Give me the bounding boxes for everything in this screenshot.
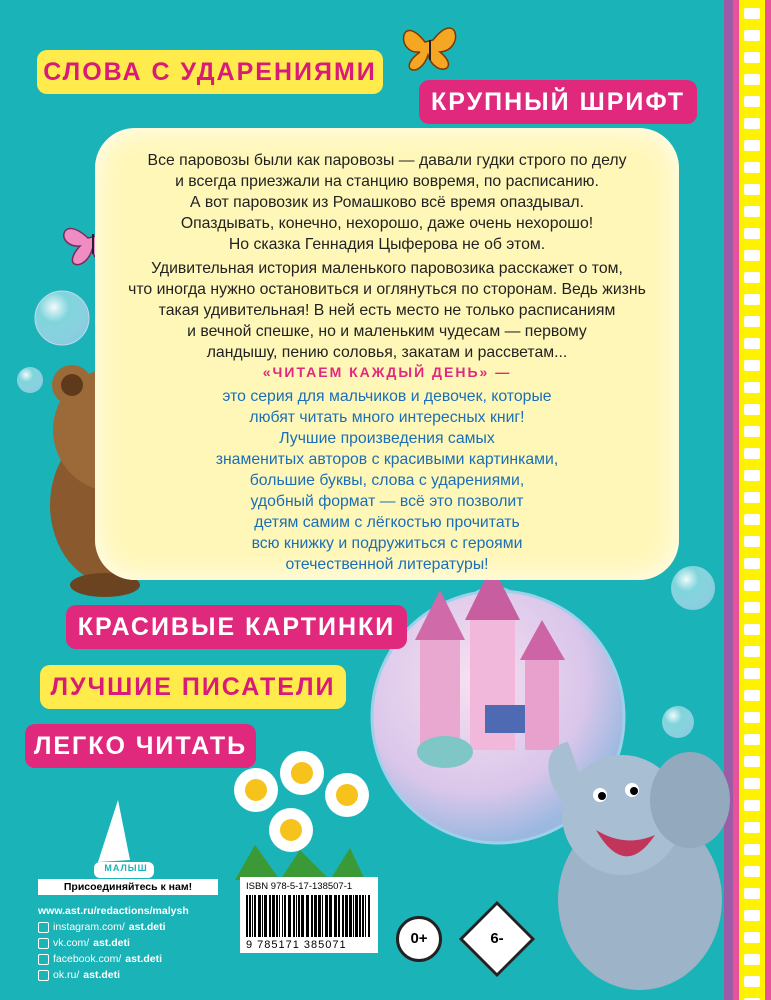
barcode-bar <box>276 895 278 937</box>
barcode-bar <box>338 895 340 937</box>
barcode-bar <box>355 895 358 937</box>
badge-krasivye-kartinki: КРАСИВЫЕ КАРТИНКИ <box>66 605 407 649</box>
badge-luchshie-pisateli: ЛУЧШИЕ ПИСАТЕЛИ <box>40 665 346 709</box>
barcode-bar <box>296 895 297 937</box>
barcode-bar <box>249 895 251 937</box>
barcode-bars <box>246 895 372 937</box>
social-link-facebook[interactable]: facebook.com/ ast.deti <box>38 953 222 965</box>
barcode-bar <box>264 895 267 937</box>
barcode-bar <box>269 895 271 937</box>
series-line: всю книжку и подружиться с героями <box>251 535 523 552</box>
barcode-bar <box>258 895 261 937</box>
publisher-site-link[interactable]: www.ast.ru/redactions/malysh <box>38 905 189 917</box>
para1-line: и всегда приезжали на станцию вовремя, по расписанию. <box>175 173 599 190</box>
ok-icon <box>38 970 49 981</box>
barcode-bar <box>284 895 286 937</box>
barcode-bar <box>353 895 354 937</box>
barcode-bar <box>262 895 263 937</box>
barcode-bar <box>254 895 256 937</box>
para1-line: Все паровозы были как паровозы — давали гудки строго по делу <box>147 152 627 169</box>
barcode-bar <box>342 895 344 937</box>
description-panel <box>95 128 679 580</box>
barcode-bar <box>359 895 361 937</box>
social-link-ok[interactable]: ok.ru/ ast.deti <box>38 969 222 981</box>
isbn-barcode <box>240 877 378 953</box>
barcode-bar <box>293 895 295 937</box>
isbn-text: ISBN 978-5-17-138507-1 <box>246 881 353 892</box>
para2-line: что иногда нужно остановиться и оглянуться по сторонам. Ведь жизнь <box>128 281 646 298</box>
badge-slova-s-udareniyami: СЛОВА С УДАРЕНИЯМИ <box>37 50 383 94</box>
publisher-info <box>38 879 222 981</box>
series-line: большие буквы, слова с ударениями, <box>249 472 525 489</box>
barcode-bar <box>306 895 309 937</box>
isbn-digits: 9 785171 385071 <box>246 939 347 951</box>
barcode-bar <box>288 895 291 937</box>
barcode-bar <box>272 895 275 937</box>
instagram-icon <box>38 922 49 933</box>
para2-line: и вечной спешке, но и маленьким чудесам — первому <box>187 323 587 340</box>
barcode-bar <box>314 895 317 937</box>
barcode-bar <box>345 895 348 937</box>
para2-line: ландышу, пению соловья, закатам и рассветам... <box>206 344 568 361</box>
para1-line: Опаздывать, конечно, нехорошо, даже очень нехорошо! <box>180 215 594 232</box>
barcode-bar <box>365 895 366 937</box>
malysh-logo-text: МАЛЫШ <box>104 863 148 873</box>
barcode-bar <box>362 895 364 937</box>
barcode-bar <box>246 895 248 937</box>
elephant-illustration <box>548 742 730 990</box>
series-line: это серия для мальчиков и девочек, которые <box>222 388 552 405</box>
join-us-label: Присоединяйтесь к нам! <box>38 879 218 895</box>
series-line: детям самим с лёгкостью прочитать <box>254 514 520 531</box>
barcode-bar <box>279 895 280 937</box>
barcode-bar <box>322 895 323 937</box>
barcode-bar <box>252 895 253 937</box>
badge-legko-chitat: ЛЕГКО ЧИТАТЬ <box>25 724 256 768</box>
series-line: удобный формат — всё это позволит <box>250 493 524 510</box>
barcode-bar <box>318 895 321 937</box>
series-line: любят читать много интересных книг! <box>249 409 525 426</box>
series-line: отечественной литературы! <box>285 556 489 573</box>
series-line: знаменитых авторов с красивыми картинками, <box>215 451 559 468</box>
barcode-bar <box>298 895 300 937</box>
recommended-age-badge: 6- <box>459 901 535 977</box>
facebook-icon <box>38 954 49 965</box>
social-link-vk[interactable]: vk.com/ ast.deti <box>38 937 222 949</box>
barcode-bar <box>349 895 352 937</box>
barcode-bar <box>301 895 304 937</box>
social-link-instagram[interactable]: instagram.com/ ast.deti <box>38 921 222 933</box>
series-line: Лучшие произведения самых <box>279 430 495 447</box>
series-title: «ЧИТАЕМ КАЖДЫЙ ДЕНЬ» — <box>262 364 512 380</box>
barcode-bar <box>368 895 370 937</box>
daisy-flowers-illustration <box>234 751 369 880</box>
barcode-bar <box>325 895 328 937</box>
para1-line: Но сказка Геннадия Цыферова не об этом. <box>228 236 546 253</box>
badge-krupny-shrift: КРУПНЫЙ ШРИФТ <box>419 80 697 124</box>
barcode-bar <box>334 895 337 937</box>
para1-line: А вот паровозик из Ромашково всё время опаздывал. <box>189 194 585 211</box>
para2-line: Удивительная история маленького паровозика расскажет о том, <box>151 260 623 277</box>
barcode-bar <box>311 895 313 937</box>
para2-line: такая удивительная! В ней есть место не только расписаниям <box>158 302 616 319</box>
age-rating-badge: 0+ <box>396 916 442 962</box>
barcode-bar <box>329 895 332 937</box>
barcode-bar <box>282 895 283 937</box>
vk-icon <box>38 938 49 949</box>
